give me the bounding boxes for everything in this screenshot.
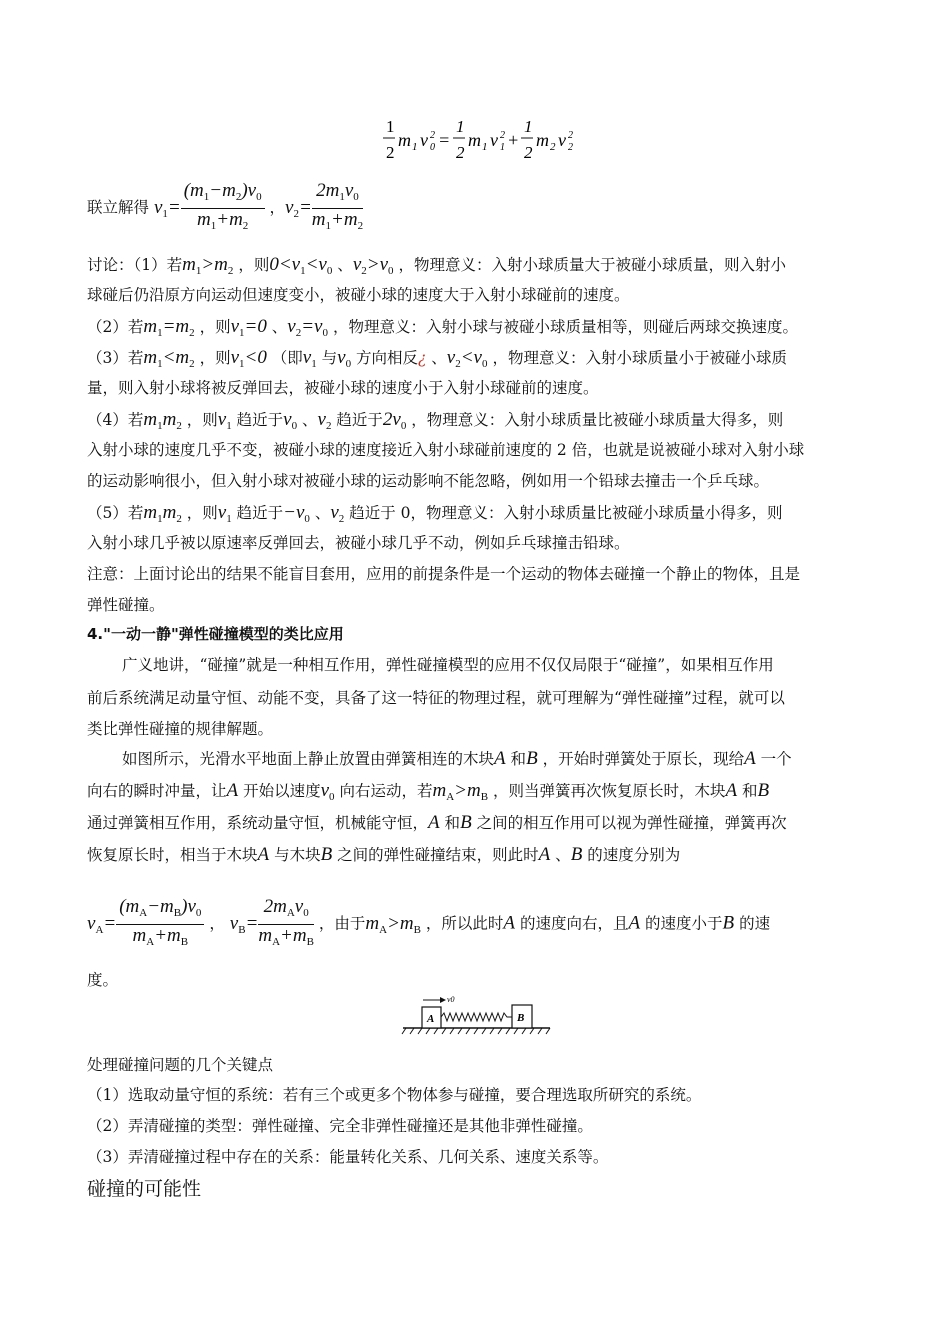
v2-fraction: $\frac{2m_1v_0}{m_1+m_2}$ [311,180,364,232]
svg-text:0: 0 [430,142,435,153]
velocity-label: v0 [447,995,455,1004]
energy-equation [380,118,580,174]
vb-fraction: $\frac{2m_Av_0}{m_A+m_B}$ [258,896,314,948]
para2-l3b: 之间的相互作用可以视为弹性碰撞，弹簧再次 [476,814,787,832]
para2-l1c: 一个 [760,750,792,768]
case-3-line-2: 量，则入射小球将被反弹回去，被碰小球的速度小于入射小球碰前的速度。 [87,379,599,397]
energy-equation-svg [380,118,580,168]
svg-text:2: 2 [456,143,465,162]
svg-text:1: 1 [412,141,418,153]
discussion-case-3: （3）若$m_1<m_2$ ，则$v_1<0$ （即$v_1$ 与$v_0$ 方向相反¿ 、$v_2<v_0$ ，物理意义：入射小球质量小于被碰小球质 [87,347,787,370]
case-4-line-2: 入射小球的速度几乎不变，被碰小球的速度接近入射小球碰前速度的 2 倍，也就是说被碰小球对入射小球 [87,441,805,459]
keypoint-item: （1）选取动量守恒的系统：若有三个或更多个物体参与碰撞，要合理选取所研究的系统。 [87,1086,702,1104]
svg-text:+: + [507,130,520,150]
svg-text:m: m [468,130,481,150]
ground-hatch [402,1028,550,1034]
block-a-label: A [427,1013,435,1025]
velocity-arrowhead [440,997,446,1003]
discussion-case-4: （4）若$m_1m_2$ ，则$v_1$ 趋近于$v_0$ 、$v_2$ 趋近于$2v_0$ ，物理意义：入射小球质量比被碰小球质量大得多，则 [87,409,784,432]
result-dir: 的速度向右，且 [519,914,629,933]
v1-fraction: $\frac{(m_1-m_2)v_0}{m_1+m_2}$ [181,180,265,237]
case-1-line-2: 球碰后仍沿原方向运动但速度变小，被碰小球的速度大于入射小球碰前的速度。 [87,286,630,304]
svg-text:1: 1 [456,118,465,136]
svg-text:v: v [558,130,566,150]
svg-text:2: 2 [500,130,505,141]
result-since: ，由于 [318,914,366,933]
para2-line-2: 向右的瞬时冲量，让A 开始以速度$v_0$ 向右运动，若$m_A>m_B$ ，则当弹簧再次恢复原长时，木块A 和B [87,780,770,803]
para2-line-1: 如图所示，光滑水平地面上静止放置由弹簧相连的木块A 和B ，开始时弹簧处于原长，现给A 一个 [122,748,792,769]
discussion-case-5: （5）若$m_1m_2$ ，则$v_1$ 趋近于$-v_0$ 、$v_2$ 趋近于 0，物理意义：入射小球质量比被碰小球质量小得多，则 [87,502,783,525]
svg-text:m: m [398,130,411,150]
result-so: ，所以此时 [425,914,504,933]
svg-text:2: 2 [430,130,435,141]
spring-blocks-figure [400,994,552,1040]
case-5-meaning: 趋近于 0，物理意义：入射小球质量比被碰小球质量小得多，则 [349,504,783,522]
para1-line-3: 类比弹性碰撞的规律解题。 [87,720,274,738]
svg-text:1: 1 [386,118,395,136]
para2-l4a: 恢复原长时，相当于木块 [87,846,258,864]
para2-line-4: 恢复原长时，相当于木块A 与木块B 之间的弹性碰撞结束，则此时A 、B 的速度分别为 [87,844,681,865]
section-heading: 4."一动一静"弹性碰撞模型的类比应用 [87,625,344,643]
para2-l1a: 如图所示，光滑水平地面上静止放置由弹簧相连的木块 [122,750,495,768]
para2-l2c: 向右运动，若 [339,782,433,800]
keypoint-item: （2）弄清碰撞的类型：弹性碰撞、完全非弹性碰撞还是其他非弹性碰撞。 [87,1117,593,1135]
para2-l2b: 开始以速度 [243,782,321,800]
svg-text:v: v [490,130,498,150]
svg-text:2: 2 [524,143,533,162]
case-2-meaning: ，物理意义：入射小球与被碰小球质量相等，则碰后两球交换速度。 [332,318,798,336]
svg-text:v: v [420,130,428,150]
case-3-meaning: ，物理意义：入射小球质量小于被碰小球质 [492,349,787,367]
svg-text:2: 2 [568,142,573,153]
va-fraction: $\frac{(m_A-m_B)v_0}{m_A+m_B}$ [116,896,204,953]
spring [441,1013,512,1021]
discussion-case-2: （2）若$m_1=m_2$ ，则$v_1=0$ 、$v_2=v_0$ ，物理意义：入射小球与被碰小球质量相等，则碰后两球交换速度。 [87,316,798,339]
note-line-2: 弹性碰撞。 [87,596,165,614]
para2-l4b: 与木块 [274,846,321,864]
possibility-heading: 碰撞的可能性 [87,1178,202,1200]
svg-text:1: 1 [500,142,505,153]
case-5-line-2: 入射小球几乎被以原速率反弹回去，被碰小球几乎不动，例如乒乓球撞击铅球。 [87,534,630,552]
svg-text:m: m [536,130,549,150]
case-1-meaning: ，物理意义：入射小球质量大于被碰小球质量，则入射小 [398,256,786,274]
svg-text:=: = [438,130,451,150]
keypoints-title: 处理碰撞问题的几个关键点 [87,1056,274,1074]
para2-l4c: 之间的弹性碰撞结束，则此时 [337,846,539,864]
discussion-intro: 讨论：（1）若 [87,256,183,274]
svg-text:2: 2 [386,143,395,162]
para2-l1b: ，开始时弹簧处于原长，现给 [542,750,745,768]
svg-text:2: 2 [550,141,556,153]
case-4-meaning: ，物理意义：入射小球质量比被碰小球质量大得多，则 [411,411,784,429]
result-speed-end: 的速 [739,914,771,933]
para2-l2a: 向右的瞬时冲量，让 [87,782,227,800]
svg-text:1: 1 [524,118,533,136]
keypoint-item: （3）弄清碰撞过程中存在的关系：能量转化关系、几何关系、速度关系等。 [87,1148,609,1166]
result-line: $v_A=$ $\frac{(m_A-m_B)v_0}{m_A+m_B}$ ， $v_B=$ $\frac{2m_Av_0}{m_A+m_B}$ ，由于$m_A>m_B$ ，所以此时A 的速度向右，且A 的速度小于B 的速 [87,896,867,957]
solve-line: 联立解得 $v_1=$ $\frac{(m_1-m_2)v_0}{m_1+m_2}$ ，$v_2=$ $\frac{2m_1v_0}{m_1+m_2}$ [87,180,867,241]
para2-l4d: 的速度分别为 [587,846,681,864]
solve-prefix: 联立解得 [87,198,150,217]
discussion-case-1: 讨论：（1）若$m_1>m_2$ ，则$0<v_1<v_0$ 、$v_2>v_0$ ，物理意义：入射小球质量大于被碰小球质量，则入射小 [87,254,786,277]
block-b-label: B [517,1012,525,1024]
svg-text:2: 2 [568,130,573,141]
result-less: 的速度小于 [645,914,723,933]
para1-line-2: 前后系统满足动量守恒、动能不变，具备了这一特征的物理过程，就可理解为“弹性碰撞”过程，就可以 [87,689,785,707]
svg-text:1: 1 [482,141,488,153]
case-4-line-3: 的运动影响很小，但入射小球对被碰小球的运动影响不能忽略，例如用一个铅球去撞击一个乒乓球。 [87,472,770,490]
para1-line-1: 广义地讲，“碰撞”就是一种相互作用，弹性碰撞模型的应用不仅仅局限于“碰撞”，如果相互作用 [122,656,774,674]
note-line-1: 注意：上面讨论出的结果不能盲目套用，应用的前提条件是一个运动的物体去碰撞一个静止的物体，且是 [87,565,801,583]
para2-l3a: 通过弹簧相互作用，系统动量守恒，机械能守恒， [87,814,429,832]
result-tail: 度。 [87,971,119,989]
para2-line-3: 通过弹簧相互作用，系统动量守恒，机械能守恒，A 和B 之间的相互作用可以视为弹性碰撞，弹簧再次 [87,812,787,833]
para2-l2d: ，则当弹簧再次恢复原长时，木块 [492,782,726,800]
